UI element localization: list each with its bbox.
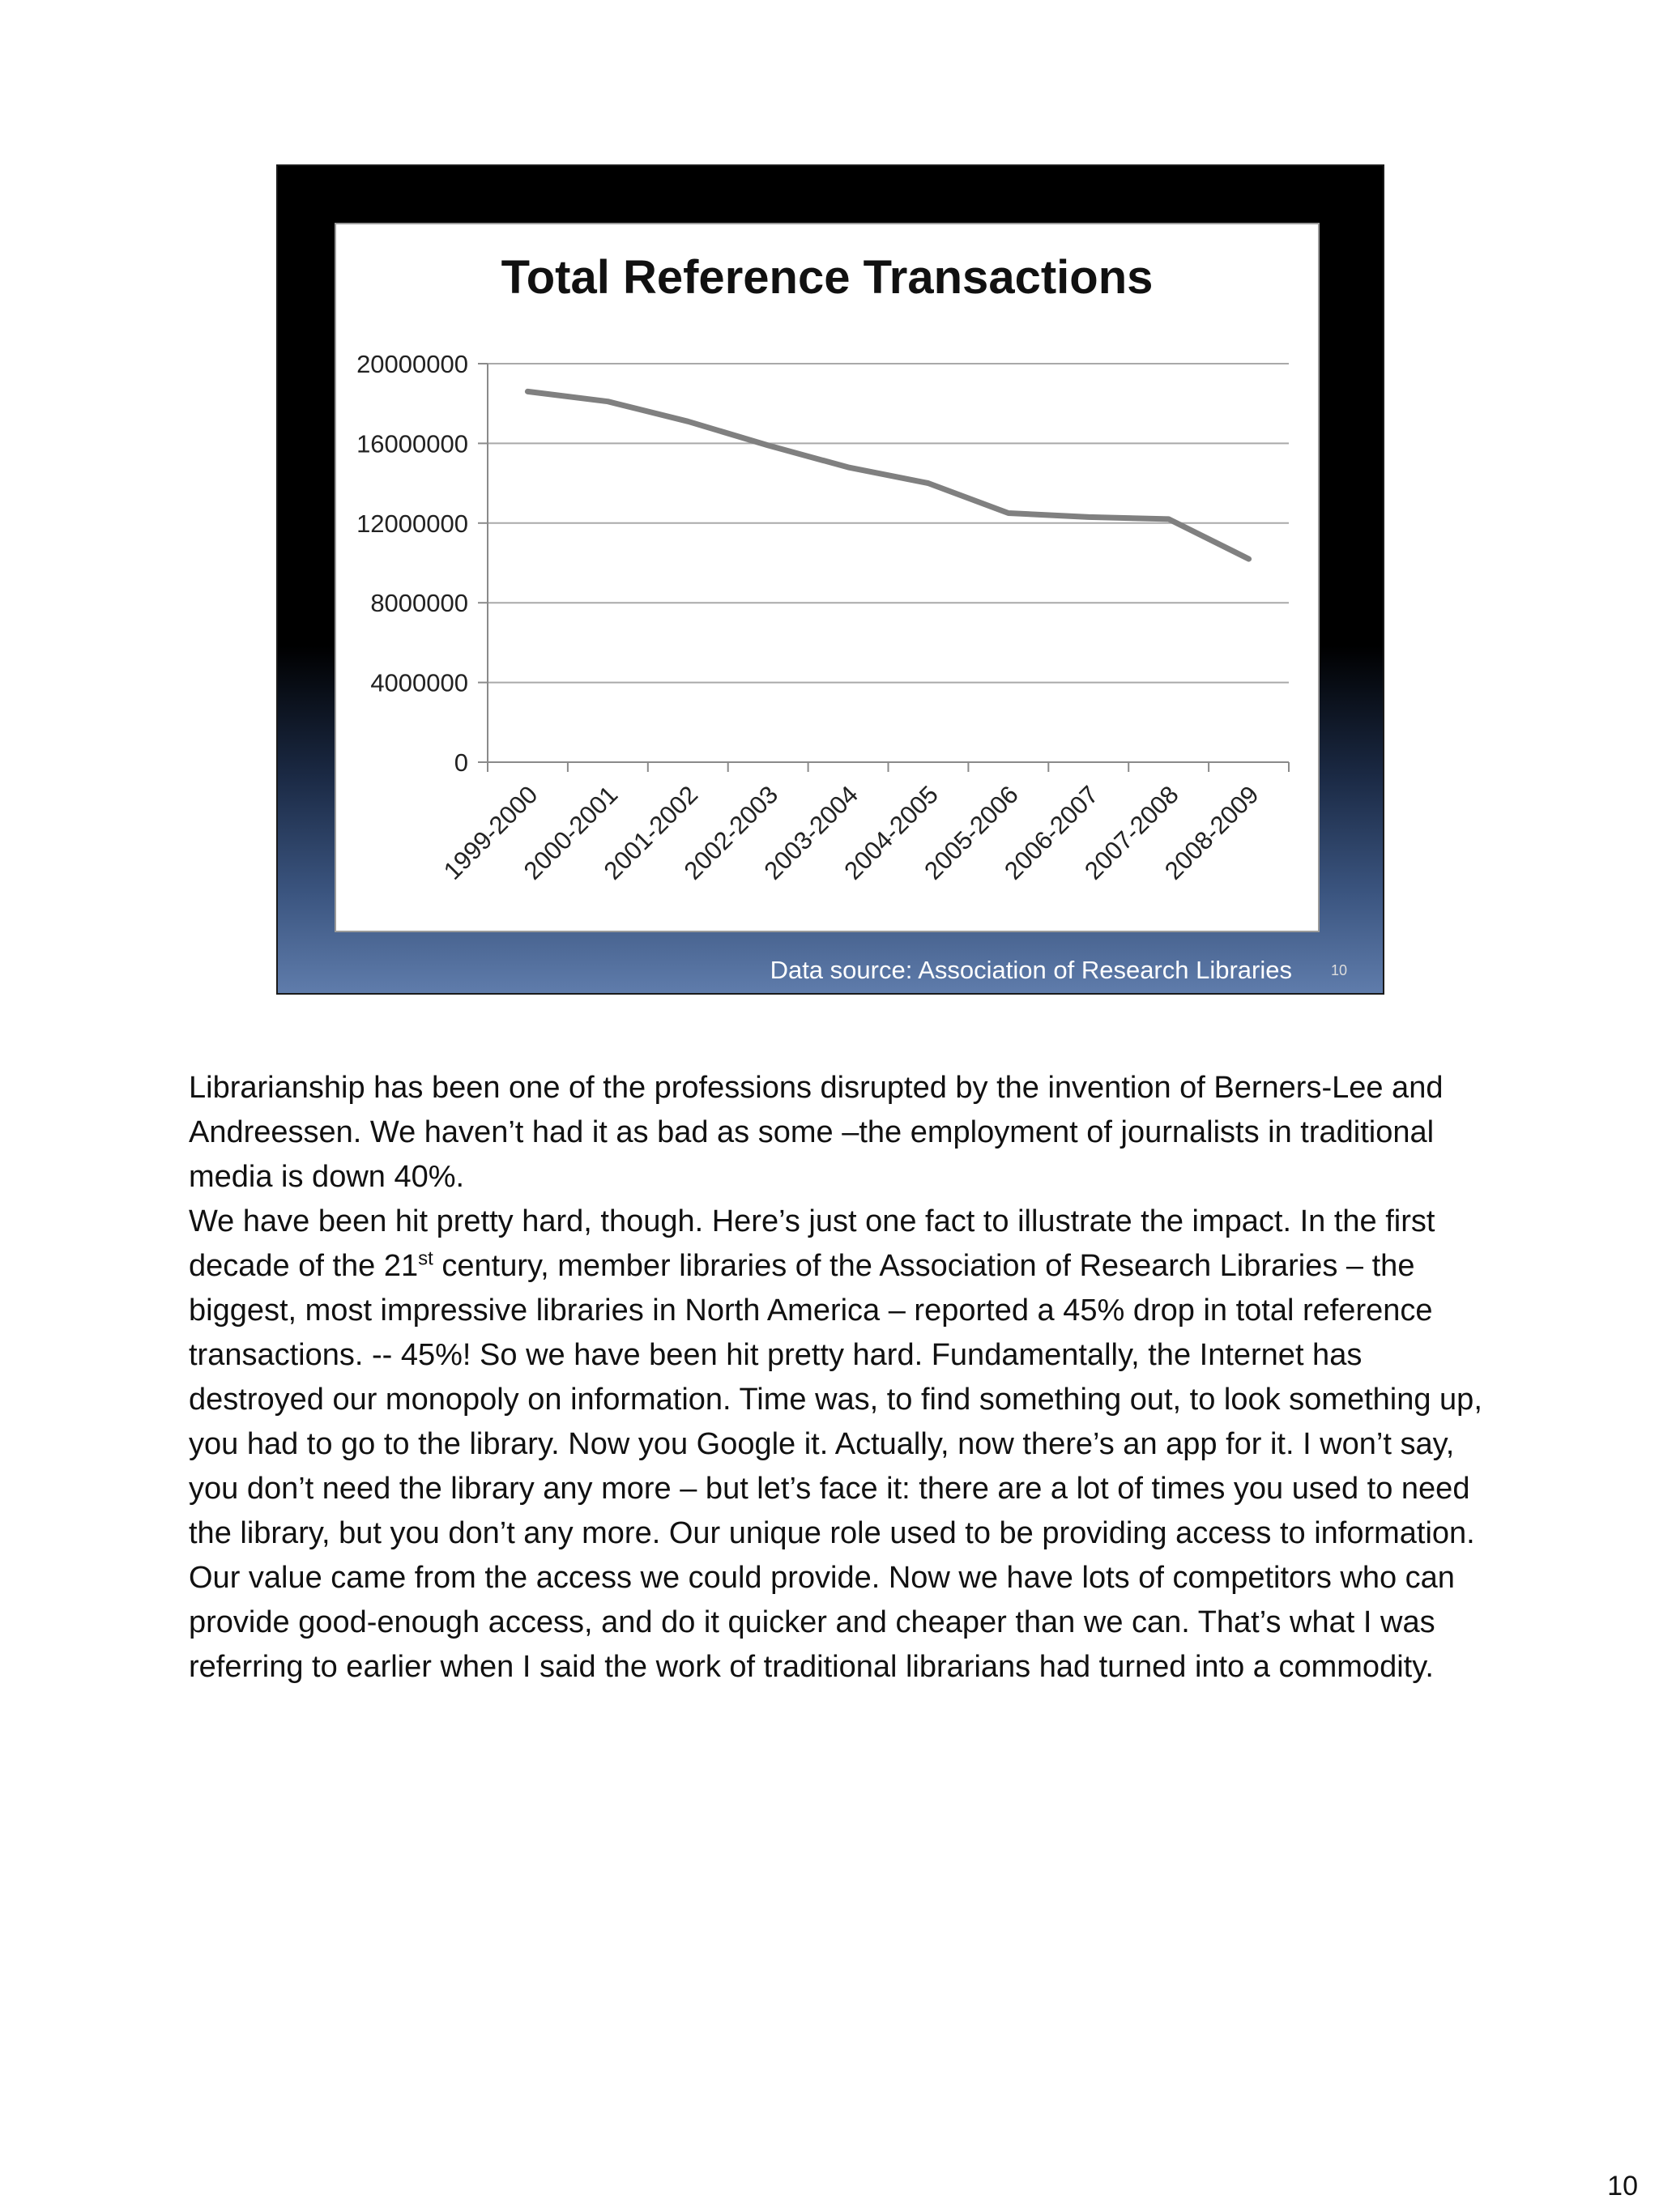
x-tick-label: 2008-2009 — [1158, 780, 1265, 885]
x-tick-label: 2004-2005 — [838, 780, 944, 885]
data-source-caption: Data source: Association of Research Libraries — [770, 956, 1292, 984]
x-tick-label: 1999-2000 — [437, 780, 544, 885]
y-tick-label: 20000000 — [356, 350, 468, 378]
x-tick-label: 2002-2003 — [678, 780, 784, 885]
x-tick-label: 2006-2007 — [999, 780, 1104, 885]
y-tick-label: 8000000 — [370, 589, 468, 618]
y-tick-label: 4000000 — [370, 668, 468, 697]
notes-paragraph-2-rest: century, member libraries of the Association of Research Libraries – the biggest, most impressive libraries in North America – reported a 45% drop in total reference transactions. -- 45%! So we have been hit pretty hard. Fundamentally, the Internet has destroyed our monopoly on information. Time was, to find something out, to look something up, you had to go to the library. Now you Google it. Actually, now there’s an app for it. I won’t say, you don’t need the library any more – but let’s face it: there are a lot of times you used to need the library, but you don’t any more. Our unique role used to be providing access to information. Our value came from the access we could provide. Now we have lots of competitors who can provide good-enough access, and do it quicker and cheaper than we can. That’s what I was referring to earlier when I said the work of traditional librarians had turned into a commodity. — [189, 1249, 1482, 1684]
y-tick-label: 12000000 — [356, 509, 468, 538]
speaker-notes — [189, 1066, 1485, 1690]
slide-number: 10 — [1330, 962, 1347, 978]
notes-paragraph-2 — [189, 1200, 1485, 1690]
series-line — [527, 391, 1248, 559]
chart-title: Total Reference Transactions — [501, 251, 1154, 304]
x-tick-label: 2005-2006 — [919, 780, 1024, 885]
x-tick-label: 2007-2008 — [1079, 780, 1184, 885]
x-tick-label: 2001-2002 — [598, 780, 704, 885]
y-tick-label: 0 — [454, 748, 468, 777]
y-tick-label: 16000000 — [356, 429, 468, 458]
slide — [276, 164, 1384, 995]
x-tick-label: 2003-2004 — [758, 780, 864, 885]
chart-panel — [335, 223, 1320, 932]
page-number: 10 — [1607, 2171, 1638, 2201]
notes-paragraph-1: Librarianship has been one of the professions disrupted by the invention of Berners-Lee and Andreessen. We haven’t had it as bad as some –the employment of journalists in traditional media is down 40%. — [189, 1071, 1444, 1194]
x-tick-label: 2000-2001 — [518, 780, 624, 885]
line-chart — [336, 224, 1318, 931]
ordinal-suffix: st — [418, 1247, 433, 1270]
notes-paragraph-2-start: We have been hit pretty hard, though. Here’s just one fact to illustrate the impact. In the first decade of the 21 — [189, 1204, 1435, 1283]
